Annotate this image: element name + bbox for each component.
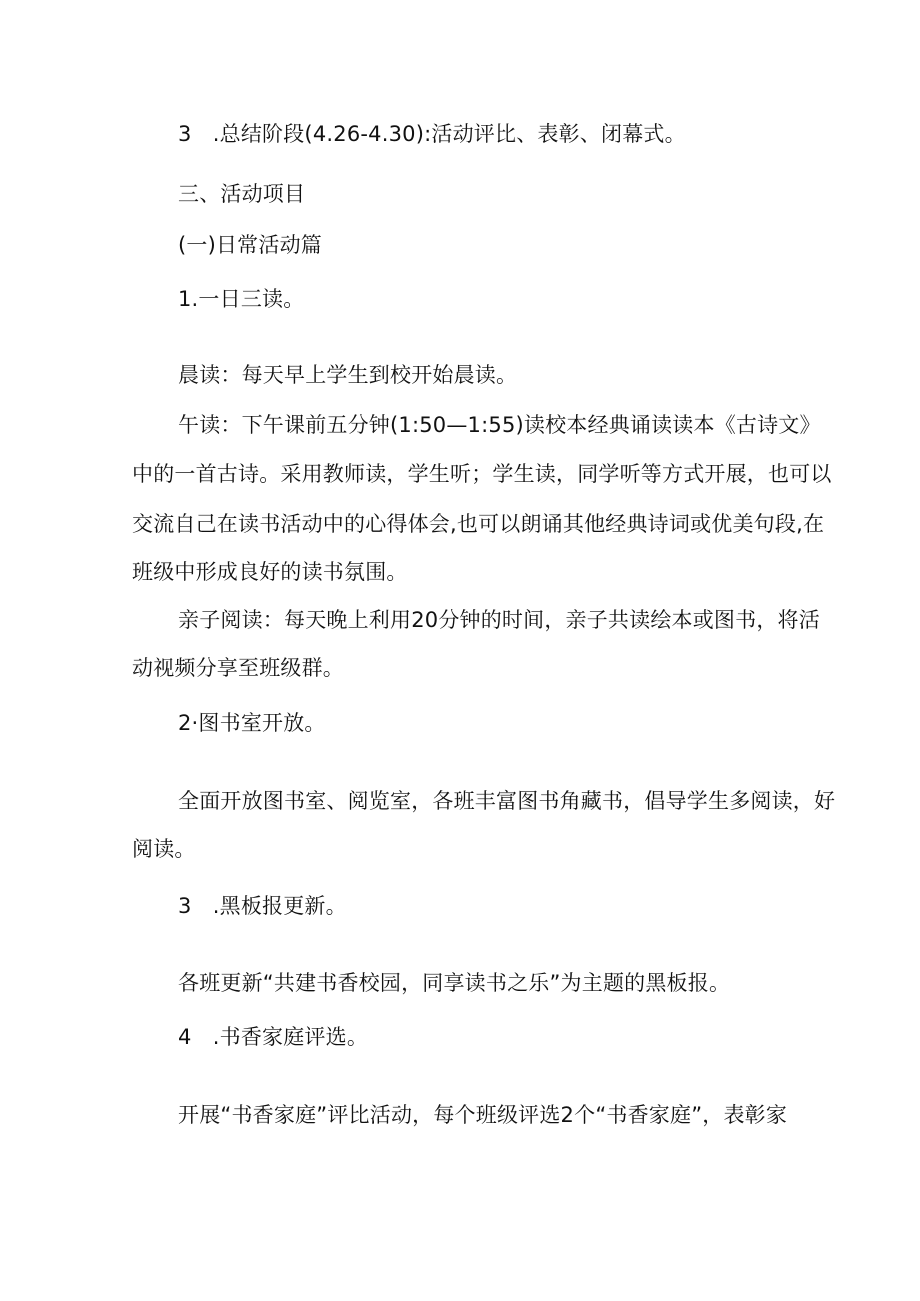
paragraph-summary-stage: 3 .总结阶段(4.26-4.30):活动评比、表彰、闭幕式。 xyxy=(178,122,686,146)
subsection-heading-daily: (一)日常活动篇 xyxy=(178,233,322,257)
paragraph-family-selection: 开展“书香家庭”评比活动，每个班级评选2个“书香家庭”，表彰家 xyxy=(178,1103,788,1127)
paragraph-library-line2: 阅读。 xyxy=(132,837,196,861)
item-heading-family-selection: 4 .书香家庭评选。 xyxy=(178,1025,369,1049)
paragraph-blackboard: 各班更新“共建书香校园，同享读书之乐”为主题的黑板报。 xyxy=(178,971,731,995)
item-heading-library: 2·图书室开放。 xyxy=(178,711,326,735)
paragraph-morning-reading: 晨读：每天早上学生到校开始晨读。 xyxy=(178,363,518,387)
paragraph-parent-reading-line2: 动视频分享至班级群。 xyxy=(132,656,344,680)
section-heading-activities: 三、活动项目 xyxy=(178,182,306,206)
paragraph-noon-reading-line4: 班级中形成良好的读书氛围。 xyxy=(132,560,408,584)
paragraph-noon-reading-line3: 交流自己在读书活动中的心得体会,也可以朗诵其他经典诗词或优美句段,在 xyxy=(132,512,825,536)
paragraph-noon-reading-line2: 中的一首古诗。采用教师读，学生听；学生读，同学听等方式开展，也可以 xyxy=(132,462,832,486)
item-heading-blackboard: 3 .黑板报更新。 xyxy=(178,894,347,918)
paragraph-library-line1: 全面开放图书室、阅览室，各班丰富图书角藏书，倡导学生多阅读，好 xyxy=(178,789,836,813)
paragraph-parent-reading-line1: 亲子阅读：每天晚上利用20分钟的时间，亲子共读绘本或图书，将活 xyxy=(178,608,820,632)
paragraph-noon-reading-line1: 午读：下午课前五分钟(1:50—1:55)读校本经典诵读读本《古诗文》 xyxy=(178,413,821,437)
item-heading-three-reads: 1.一日三读。 xyxy=(178,287,305,311)
